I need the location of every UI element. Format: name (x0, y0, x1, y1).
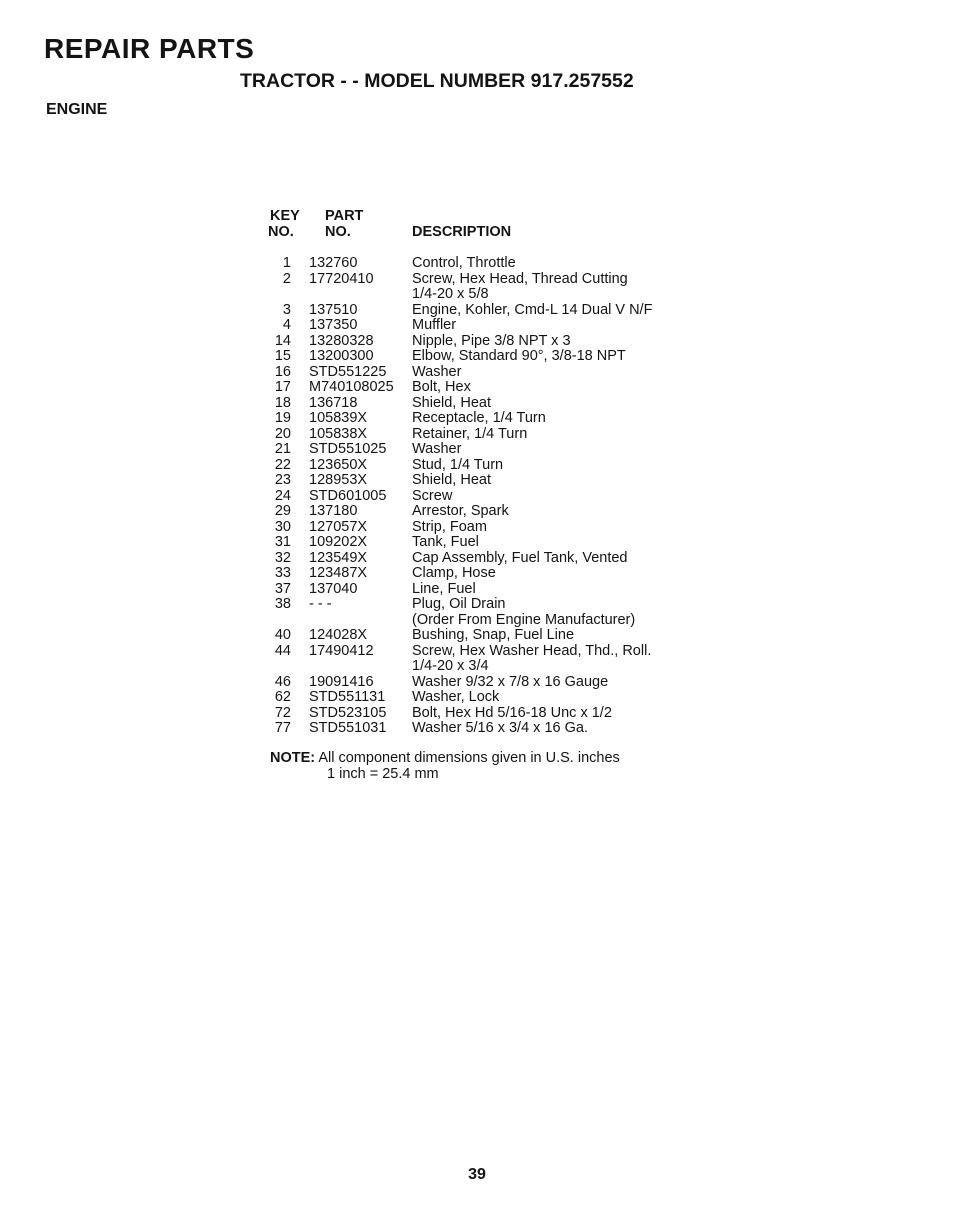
part-description (412, 566, 692, 582)
table-row (268, 706, 688, 722)
table-row (268, 365, 688, 381)
key-number: 24 (274, 487, 291, 504)
description-line: Muffler (412, 317, 457, 333)
part-number: 105839X (309, 410, 368, 426)
part-number: 124028X (309, 627, 368, 643)
description-line: Arrestor, Spark (412, 503, 509, 519)
table-row (268, 272, 688, 303)
part-description (412, 690, 692, 706)
description-line: 1/4-20 x 3/4 (412, 658, 489, 674)
key-number: 77 (274, 720, 291, 736)
part-number: STD551031 (309, 720, 387, 736)
part-description (412, 256, 692, 272)
col-key-line1: KEY (270, 208, 300, 224)
table-row (268, 690, 688, 706)
table-row (268, 411, 688, 427)
key-number: 29 (274, 503, 291, 519)
key-number: 2 (282, 270, 291, 287)
table-row (268, 535, 688, 551)
description-line: Bolt, Hex (412, 379, 471, 395)
table-row (268, 566, 688, 582)
description-line: Line, Fuel (412, 580, 476, 597)
part-description (412, 380, 692, 396)
part-number: 123549X (309, 549, 368, 566)
description-line: Stud, 1/4 Turn (412, 456, 504, 473)
part-description (412, 520, 692, 536)
table-row (268, 473, 688, 489)
key-number: 21 (274, 441, 291, 457)
part-description (412, 597, 692, 628)
description-line: Clamp, Hose (412, 565, 496, 581)
table-row (268, 520, 688, 536)
part-description (412, 303, 692, 319)
part-number: STD551131 (309, 689, 386, 705)
part-number: 13280328 (309, 332, 374, 349)
part-number: STD551025 (309, 441, 387, 457)
description-line: Screw (412, 487, 453, 504)
part-number: M740108025 (309, 379, 394, 395)
key-number: 40 (274, 627, 291, 643)
table-row (268, 380, 688, 396)
key-number: 23 (274, 472, 291, 488)
part-description (412, 551, 692, 567)
key-number: 62 (274, 689, 291, 705)
part-description (412, 504, 692, 520)
description-line: Bolt, Hex Hd 5/16-18 Unc x 1/2 (412, 704, 612, 721)
part-description (412, 675, 692, 691)
key-number: 46 (274, 673, 291, 690)
description-line: Washer, Lock (412, 689, 500, 705)
col-part-line2: NO. (325, 224, 351, 240)
table-row (268, 427, 688, 443)
key-number: 30 (274, 518, 291, 535)
key-number: 18 (274, 394, 291, 411)
part-description (412, 628, 692, 644)
description-line: 1/4-20 x 5/8 (412, 286, 489, 302)
part-number: 123487X (309, 565, 368, 581)
col-part-line1: PART (325, 208, 364, 224)
table-row (268, 442, 688, 458)
part-number: 128953X (309, 472, 368, 488)
parts-list (268, 208, 688, 737)
key-number: 44 (274, 642, 291, 659)
table-row (268, 349, 688, 365)
key-number: 37 (274, 580, 291, 597)
part-number: 137350 (309, 317, 358, 333)
description-line: Shield, Heat (412, 394, 491, 411)
note-conversion: 1 inch = 25.4 mm (327, 765, 439, 782)
key-number: 14 (274, 332, 291, 349)
part-number: STD523105 (309, 704, 387, 721)
table-row (268, 628, 688, 644)
part-number: 13200300 (309, 348, 374, 364)
description-line: Engine, Kohler, Cmd-L 14 Dual V N/F (412, 301, 653, 318)
table-row (268, 675, 688, 691)
description-line: Tank, Fuel (412, 534, 479, 550)
part-description (412, 644, 692, 675)
part-description (412, 473, 692, 489)
note-label: NOTE: (270, 750, 316, 766)
part-description (412, 365, 692, 381)
part-number: STD551225 (309, 363, 387, 380)
part-description (412, 721, 692, 737)
description-line: Bushing, Snap, Fuel Line (412, 627, 575, 643)
table-row (268, 256, 688, 272)
part-number: 17720410 (309, 270, 374, 287)
parts-list-header (268, 208, 688, 256)
part-description (412, 411, 692, 427)
col-key-line2: NO. (268, 224, 294, 240)
part-description (412, 582, 692, 598)
key-number: 22 (274, 456, 291, 473)
table-row (268, 396, 688, 412)
part-description (412, 706, 692, 722)
part-number: - - - (309, 596, 332, 612)
description-line: Screw, Hex Head, Thread Cutting (412, 270, 628, 287)
key-number: 4 (282, 317, 291, 333)
part-description (412, 489, 692, 505)
table-row (268, 504, 688, 520)
part-number: 123650X (309, 456, 368, 473)
parts-rows (268, 256, 688, 737)
description-line: Strip, Foam (412, 518, 487, 535)
table-row (268, 551, 688, 567)
part-description (412, 334, 692, 350)
part-number: 136718 (309, 394, 358, 411)
description-line: (Order From Engine Manufacturer) (412, 611, 636, 628)
table-row (268, 303, 688, 319)
part-number: 132760 (309, 255, 358, 271)
key-number: 20 (274, 425, 291, 442)
part-description (412, 458, 692, 474)
description-line: Control, Throttle (412, 255, 516, 271)
model-heading: TRACTOR - - MODEL NUMBER 917.257552 (240, 70, 634, 92)
description-line: Nipple, Pipe 3/8 NPT x 3 (412, 332, 571, 349)
description-line: Shield, Heat (412, 472, 491, 488)
description-line: Screw, Hex Washer Head, Thd., Roll. (412, 642, 652, 659)
description-line: Washer (412, 441, 462, 457)
key-number: 19 (274, 410, 291, 426)
description-line: Retainer, 1/4 Turn (412, 425, 528, 442)
part-number: 105838X (309, 425, 368, 442)
page-number: 39 (468, 1166, 486, 1183)
table-row (268, 489, 688, 505)
key-number: 33 (274, 565, 291, 581)
table-row (268, 597, 688, 628)
description-line: Washer 5/16 x 3/4 x 16 Ga. (412, 720, 588, 736)
part-number: 137040 (309, 580, 358, 597)
description-line: Cap Assembly, Fuel Tank, Vented (412, 549, 628, 566)
part-description (412, 272, 692, 303)
description-line: Receptacle, 1/4 Turn (412, 410, 546, 426)
table-row (268, 721, 688, 737)
part-number: 17490412 (309, 642, 374, 659)
key-number: 72 (274, 704, 291, 721)
page-title: REPAIR PARTS (44, 33, 255, 64)
table-row (268, 644, 688, 675)
part-description (412, 535, 692, 551)
part-description (412, 318, 692, 334)
description-line: Washer (412, 363, 462, 380)
section-heading: ENGINE (46, 101, 108, 118)
part-number: 137510 (309, 301, 358, 318)
part-number: 109202X (309, 534, 368, 550)
note-text: All component dimensions given in U.S. inches (318, 750, 620, 766)
part-description (412, 349, 692, 365)
key-number: 15 (274, 348, 291, 364)
key-number: 38 (274, 596, 291, 612)
key-number: 17 (274, 379, 291, 395)
description-line: Washer 9/32 x 7/8 x 16 Gauge (412, 673, 609, 690)
description-line: Plug, Oil Drain (412, 596, 506, 612)
part-number: 127057X (309, 518, 368, 535)
part-description (412, 442, 692, 458)
key-number: 16 (274, 363, 291, 380)
part-number: 137180 (309, 503, 358, 519)
col-description: DESCRIPTION (412, 224, 512, 240)
part-number: 19091416 (309, 673, 374, 690)
table-row (268, 458, 688, 474)
part-description (412, 396, 692, 412)
part-description (412, 427, 692, 443)
key-number: 31 (274, 534, 291, 550)
table-row (268, 582, 688, 598)
part-number: STD601005 (309, 487, 387, 504)
table-row (268, 318, 688, 334)
key-number: 3 (282, 301, 291, 318)
dimension-note (270, 751, 620, 782)
table-row (268, 334, 688, 350)
key-number: 1 (282, 255, 291, 271)
description-line: Elbow, Standard 90°, 3/8-18 NPT (412, 348, 626, 364)
key-number: 32 (274, 549, 291, 566)
